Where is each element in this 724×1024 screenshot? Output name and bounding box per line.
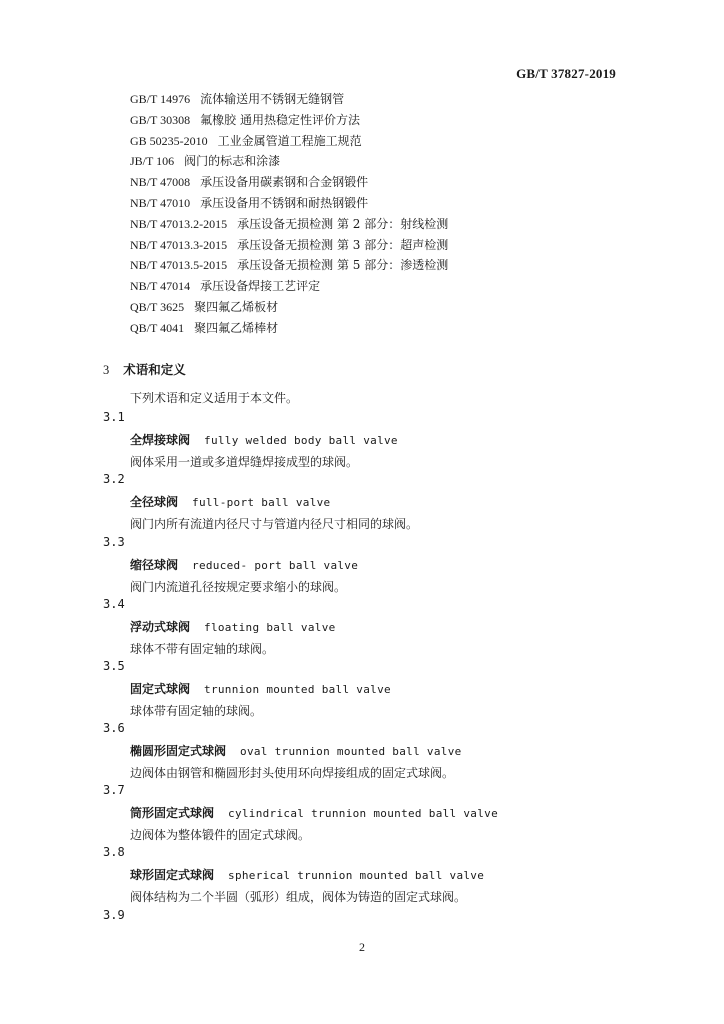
- reference-item: [130, 297, 448, 318]
- reference-list: [130, 89, 448, 339]
- reference-code: NB/T 47010: [130, 195, 191, 210]
- reference-title: 承压设备无损检测 第 2 部分：射线检测: [237, 216, 449, 231]
- page-number: 2: [359, 940, 365, 954]
- reference-code: QB/T 4041: [130, 320, 185, 335]
- reference-item: [130, 214, 448, 235]
- reference-code: GB/T 14976: [130, 92, 191, 106]
- reference-title: 承压设备无损检测 第 5 部分：渗透检测: [237, 258, 449, 273]
- term-name: [130, 431, 398, 448]
- term-name-zh: 球形固定式球阀: [130, 868, 215, 882]
- term-definition: 边阀体为整体锻件的固定式球阀。: [130, 828, 311, 842]
- reference-title: 阀门的标志和涂漆: [184, 154, 281, 169]
- standard-code: GB/T 37827-2019: [516, 66, 616, 81]
- term-name: [130, 556, 358, 573]
- term-name: [130, 493, 330, 510]
- reference-code: NB/T 47013.5-2015: [130, 258, 228, 273]
- term-name-en: trunnion mounted ball valve: [204, 683, 391, 696]
- term-name-en: spherical trunnion mounted ball valve: [228, 869, 485, 882]
- term-number: 3.3: [103, 535, 125, 549]
- term-number: 3.2: [103, 472, 125, 486]
- reference-code: NB/T 47013.2-2015: [130, 216, 228, 231]
- term-name-zh: 浮动式球阀: [130, 620, 191, 634]
- term-number: 3.5: [103, 659, 125, 673]
- section-number: 3: [103, 363, 110, 377]
- reference-code: GB 50235-2010: [130, 133, 208, 148]
- term-name-en: reduced- port ball valve: [192, 559, 359, 572]
- reference-item: [130, 193, 448, 214]
- term-name-en: floating ball valve: [204, 621, 336, 634]
- term-name: [130, 618, 336, 635]
- reference-code: NB/T 47013.3-2015: [130, 237, 228, 252]
- term-name: [130, 804, 498, 821]
- reference-item: [130, 255, 448, 276]
- term-name: [130, 680, 391, 697]
- reference-title: 氟橡胶 通用热稳定性评价方法: [200, 112, 360, 127]
- reference-code: QB/T 3625: [130, 299, 185, 314]
- term-name-en: fully welded body ball valve: [204, 434, 398, 447]
- term-number: 3.8: [103, 845, 125, 859]
- reference-title: 流体输送用不锈钢无缝钢管: [200, 92, 345, 106]
- term-name-zh: 缩径球阀: [130, 558, 179, 572]
- term-name-zh: 椭圆形固定式球阀: [130, 744, 227, 758]
- term-number: 3.7: [103, 783, 125, 797]
- reference-title: 承压设备用碳素钢和合金钢锻件: [200, 175, 369, 190]
- reference-item: [130, 318, 448, 339]
- term-name-en: cylindrical trunnion mounted ball valve: [228, 807, 498, 820]
- term-definition: 阀体采用一道或多道焊缝焊接成型的球阀。: [130, 455, 359, 469]
- reference-item: [130, 151, 448, 172]
- term-definition: 球体带有固定轴的球阀。: [130, 704, 263, 718]
- term-name-en: oval trunnion mounted ball valve: [240, 745, 462, 758]
- reference-code: NB/T 47014: [130, 279, 191, 294]
- section-heading: [103, 360, 186, 378]
- term-name-en: full-port ball valve: [192, 496, 331, 509]
- term-name-zh: 固定式球阀: [130, 682, 191, 696]
- term-definition: 阀体结构为二个半圆（弧形）组成，阀体为铸造的固定式球阀。: [130, 890, 467, 904]
- term-name: [130, 866, 484, 883]
- reference-title: 工业金属管道工程施工规范: [217, 133, 362, 148]
- reference-code: JB/T 106: [130, 154, 175, 169]
- term-definition: 阀门内所有流道内径尺寸与管道内径尺寸相同的球阀。: [130, 517, 419, 531]
- term-name-zh: 全焊接球阀: [130, 433, 191, 447]
- reference-title: 聚四氟乙烯板材: [194, 299, 279, 314]
- reference-item: [130, 131, 448, 152]
- term-number: 3.4: [103, 597, 125, 611]
- reference-title: 聚四氟乙烯棒材: [194, 320, 279, 335]
- term-name-zh: 全径球阀: [130, 495, 179, 509]
- reference-item: [130, 110, 448, 131]
- reference-title: 承压设备无损检测 第 3 部分：超声检测: [237, 237, 449, 252]
- section-intro: 下列术语和定义适用于本文件。: [130, 391, 299, 405]
- term-number: 3.9: [103, 908, 125, 922]
- term-definition: 边阀体由钢管和椭圆形封头使用环向焊接组成的固定式球阀。: [130, 766, 455, 780]
- reference-code: GB/T 30308: [130, 112, 191, 127]
- reference-item: [130, 235, 448, 256]
- term-name-zh: 筒形固定式球阀: [130, 806, 215, 820]
- reference-item: [130, 276, 448, 297]
- reference-item: [130, 89, 448, 110]
- reference-item: [130, 172, 448, 193]
- term-definition: 阀门内流道孔径按规定要求缩小的球阀。: [130, 580, 347, 594]
- term-number: 3.1: [103, 410, 125, 424]
- reference-title: 承压设备焊接工艺评定: [200, 279, 321, 294]
- section-title: 术语和定义: [123, 362, 186, 377]
- term-definition: 球体不带有固定轴的球阀。: [130, 642, 275, 656]
- reference-code: NB/T 47008: [130, 175, 191, 190]
- term-number: 3.6: [103, 721, 125, 735]
- reference-title: 承压设备用不锈钢和耐热钢锻件: [200, 195, 369, 210]
- term-name: [130, 742, 462, 759]
